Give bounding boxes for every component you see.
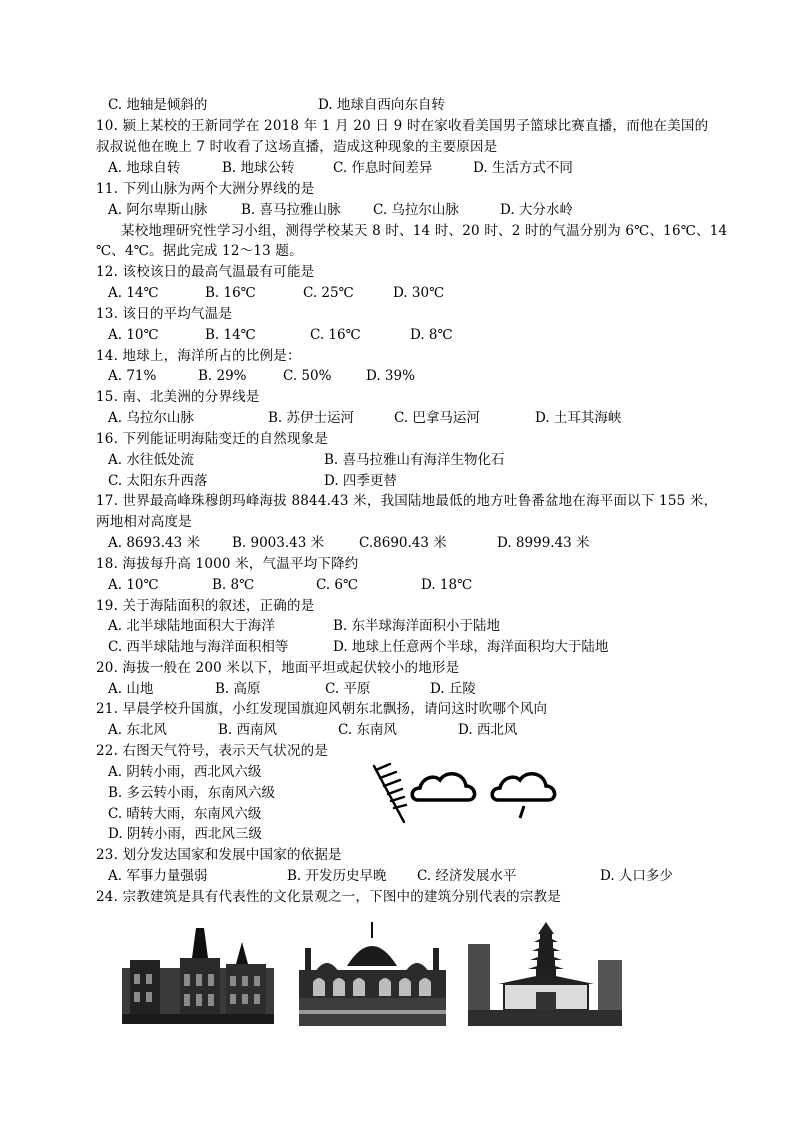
q14-option: B. 29%	[198, 368, 247, 384]
q23-option: C. 经济发展水平	[417, 868, 517, 884]
q12-stem: 12. 该校该日的最高气温最有可能是	[96, 264, 315, 280]
q15-option: C. 巴拿马运河	[394, 410, 480, 426]
q22-option: D. 阴转小雨，西北风三级	[108, 826, 262, 842]
pagoda-temple-icon	[468, 920, 622, 1026]
q20-option: B. 高原	[215, 681, 261, 697]
q12-option: D. 30℃	[393, 285, 445, 301]
q24-stem: 24. 宗教建筑是具有代表性的文化景观之一，下图中的建筑分别代表的宗教是	[96, 889, 561, 905]
q18-option: D. 18℃	[421, 577, 473, 593]
q21-option: D. 西北风	[458, 722, 518, 738]
q10-option: C. 作息时间差异	[333, 160, 433, 176]
q19-option: C. 西半球陆地与海洋面积相等	[108, 639, 289, 655]
q22-option: A. 阴转小雨，西北风六级	[108, 764, 262, 780]
weather-symbols	[366, 760, 576, 826]
cloud-icon	[412, 774, 474, 800]
q21-stem: 21. 早晨学校升国旗，小红发现国旗迎风朝东北飘扬，请问这时吹哪个风向	[96, 701, 548, 717]
q19-stem: 19. 关于海陆面积的叙述，正确的是	[96, 598, 315, 614]
q13-stem: 13. 该日的平均气温是	[96, 306, 233, 322]
q11-option: D. 大分水岭	[500, 202, 573, 218]
q12-option: A. 14℃	[108, 285, 159, 301]
q14-stem: 14. 地球上，海洋所占的比例是：	[96, 348, 301, 364]
intro-line2: ℃、4℃。据此完成 12～13 题。	[96, 243, 303, 259]
q17-option: A. 8693.43 米	[108, 535, 200, 551]
q15-option: A. 乌拉尔山脉	[108, 410, 194, 426]
q18-stem: 18. 海拔每升高 1000 米，气温平均下降约	[96, 556, 359, 572]
q9-option-d: D. 地球自西向东自转	[318, 97, 445, 113]
q16-option: D. 四季更替	[324, 473, 397, 489]
mosque-icon	[299, 920, 446, 1026]
q22-stem: 22. 右图天气符号，表示天气状况的是	[96, 743, 329, 759]
q23-option: A. 军事力量强弱	[108, 868, 208, 884]
q11-option: C. 乌拉尔山脉	[373, 202, 459, 218]
q16-option: B. 喜马拉雅山有海洋生物化石	[324, 452, 505, 468]
q13-option: C. 16℃	[310, 327, 361, 343]
q23-option: B. 开发历史早晚	[287, 868, 387, 884]
cloud-rain-icon	[492, 774, 554, 818]
q10-stem-line2: 叔叔说他在晚上 7 时收看了这场直播，造成这种现象的主要原因是	[96, 139, 498, 155]
q12-option: C. 25℃	[303, 285, 354, 301]
q22-option: C. 晴转大雨，东南风六级	[108, 806, 262, 822]
q20-option: C. 平原	[325, 681, 371, 697]
q17-option: D. 8999.43 米	[497, 535, 590, 551]
q13-option: A. 10℃	[108, 327, 159, 343]
q15-stem: 15. 南、北美洲的分界线是	[96, 389, 260, 405]
q13-option: D. 8℃	[410, 327, 453, 343]
q17-stem-line1: 17. 世界最高峰珠穆朗玛峰海拔 8844.43 米，我国陆地最低的地方吐鲁番盆地在海平面以下 155 米，	[96, 493, 718, 509]
q14-option: C. 50%	[283, 368, 332, 384]
q21-option: C. 东南风	[338, 722, 397, 738]
q21-option: A. 东北风	[108, 722, 167, 738]
q15-option: B. 苏伊士运河	[268, 410, 355, 426]
q19-option: A. 北半球陆地面积大于海洋	[108, 618, 275, 634]
q23-stem: 23. 划分发达国家和发展中国家的依据是	[96, 847, 342, 863]
q20-stem: 20. 海拔一般在 200 米以下，地面平坦或起伏较小的地形是	[96, 660, 460, 676]
q10-option: D. 生活方式不同	[473, 160, 573, 176]
q16-stem: 16. 下列能证明海陆变迁的自然现象是	[96, 431, 329, 447]
q20-option: A. 山地	[108, 681, 154, 697]
q11-option: B. 喜马拉雅山脉	[241, 202, 341, 218]
q16-option: C. 太阳东升西落	[108, 473, 208, 489]
gothic-church-icon	[122, 928, 274, 1024]
q11-option: A. 阿尔卑斯山脉	[108, 202, 208, 218]
q13-option: B. 14℃	[205, 327, 256, 343]
q17-option: C.8690.43 米	[359, 535, 447, 551]
q21-option: B. 西南风	[218, 722, 278, 738]
q18-option: B. 8℃	[212, 577, 255, 593]
q12-option: B. 16℃	[205, 285, 256, 301]
q19-option: D. 地球上任意两个半球，海洋面积均大于陆地	[333, 639, 609, 655]
q14-option: D. 39%	[366, 368, 415, 384]
q17-stem-line2: 两地相对高度是	[96, 514, 192, 530]
q23-option: D. 人口多少	[600, 868, 673, 884]
q10-option: A. 地球自转	[108, 160, 181, 176]
q11-stem: 11. 下列山脉为两个大洲分界线的是	[96, 181, 315, 197]
q10-option: B. 地球公转	[222, 160, 295, 176]
wind-barb-icon	[374, 764, 406, 822]
q19-option: B. 东半球海洋面积小于陆地	[333, 618, 501, 634]
q14-option: A. 71%	[108, 368, 157, 384]
q18-option: C. 6℃	[316, 577, 359, 593]
q18-option: A. 10℃	[108, 577, 159, 593]
q10-stem-line1: 10. 颍上某校的王新同学在 2018 年 1 月 20 日 9 时在家收看美国男子篮球比赛直播，而他在美国的	[96, 118, 709, 134]
q9-option-c: C. 地轴是倾斜的	[108, 97, 208, 113]
q20-option: D. 丘陵	[430, 681, 476, 697]
q17-option: B. 9003.43 米	[232, 535, 325, 551]
q22-option: B. 多云转小雨，东南风六级	[108, 785, 276, 801]
q15-option: D. 土耳其海峡	[535, 410, 622, 426]
q16-option: A. 水往低处流	[108, 452, 194, 468]
intro-line1: 某校地理研究性学习小组，测得学校某天 8 时、14 时、20 时、2 时的气温分别为 6℃、16℃、14	[121, 223, 728, 239]
